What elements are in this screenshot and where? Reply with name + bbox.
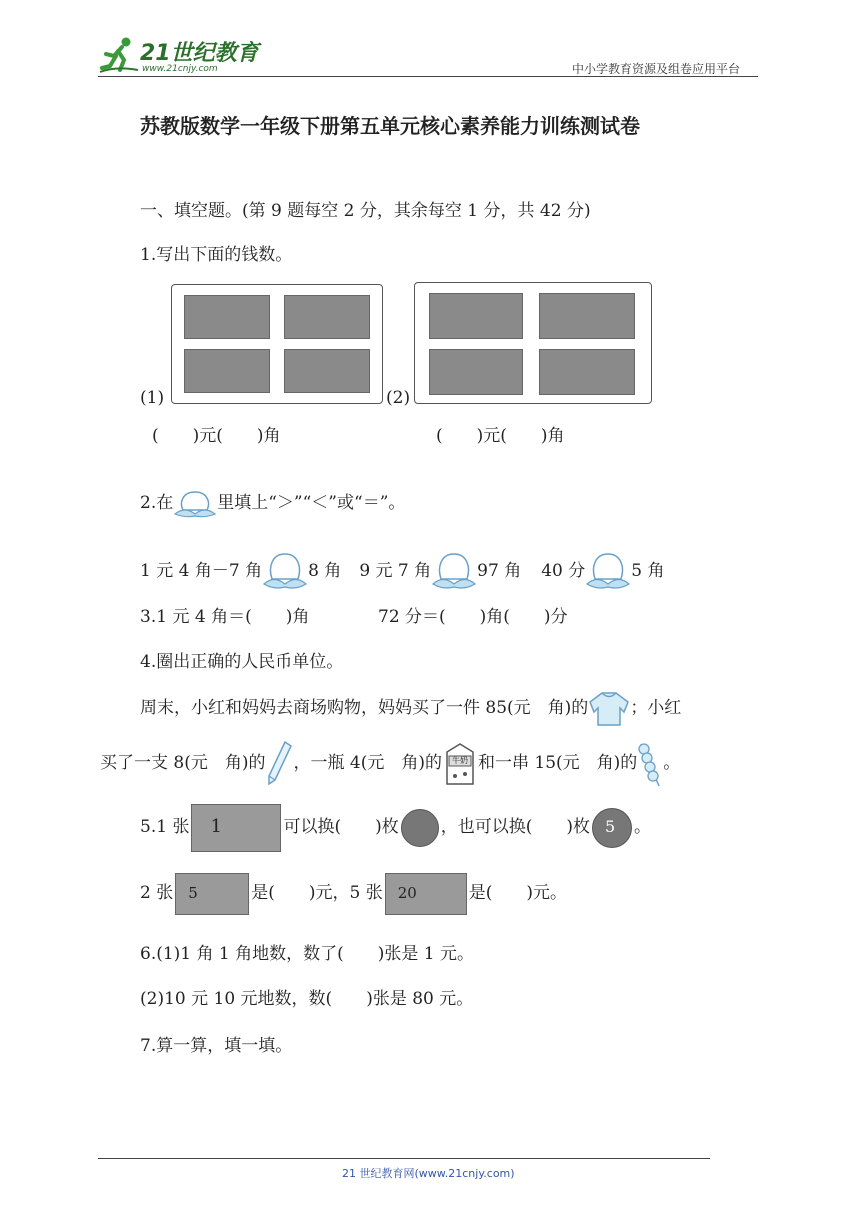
q4-line1-a: 周末，小红和妈妈去商场购物，妈妈买了一件 85(元 角)的 (140, 698, 589, 718)
candied-haws-skewer-icon (637, 740, 663, 788)
compare-3-left: 40 分 (541, 561, 586, 581)
logo-url: www.21cnjy.com (142, 64, 218, 74)
section-heading: 一、填空题。(第 9 题每空 2 分，其余每空 1 分，共 42 分) (140, 201, 591, 221)
peach-icon[interactable] (262, 551, 308, 593)
header-divider (98, 76, 758, 77)
runner-logo-icon (96, 36, 140, 74)
q5-l1-b: 可以换( )枚 (283, 817, 399, 837)
q3-part-1: 3.1 元 4 角＝( )角 (140, 607, 310, 627)
q1-answer-1: ( )元( )角 (152, 426, 281, 446)
banknote-1-yuan-icon (191, 804, 281, 852)
q5-line-1 (140, 802, 651, 852)
q5-l2-a: 2 张 (140, 883, 174, 903)
coin-1-jiao-icon (401, 809, 439, 847)
banknote-1-jiao (284, 349, 370, 393)
logo-text: 21世纪教育 (140, 41, 259, 66)
q5-l1-a: 5.1 张 (140, 817, 190, 837)
q5-l2-c: 是( )元。 (468, 883, 567, 903)
banknote-5-jiao (539, 293, 635, 339)
coin-value-5: 5 (604, 816, 616, 836)
compare-2-left: 9 元 7 角 (359, 561, 432, 581)
q2-text-b: 里填上“＞”“＜”或“＝”。 (217, 493, 406, 513)
q4-line-2 (100, 738, 680, 788)
money-box-1 (171, 284, 383, 404)
q4-line-1 (140, 686, 681, 730)
banknote-5-jiao (184, 295, 270, 339)
q2-comparisons (140, 550, 664, 592)
q2-text-a: 2.在 (140, 493, 174, 513)
banknote-5-yuan-icon (175, 873, 249, 915)
q5-line-2 (140, 870, 567, 916)
footer-text[interactable]: 21 世纪教育网(www.21cnjy.com) (342, 1167, 515, 1180)
page-title: 苏教版数学一年级下册第五单元核心素养能力训练测试卷 (140, 114, 640, 138)
q6-part-2: (2)10 元 10 元地数，数( )张是 80 元。 (140, 989, 474, 1009)
q4-line2-a: 买了一支 8(元 角)的 (100, 753, 266, 773)
q4-line2-d: 。 (663, 753, 681, 773)
pencil-icon (265, 740, 293, 788)
q1-answer-2: ( )元( )角 (436, 426, 565, 446)
footer-divider (98, 1158, 710, 1159)
peach-icon[interactable] (431, 551, 477, 593)
banknote-1-yuan (429, 293, 523, 339)
banknote-1-jiao (539, 349, 635, 395)
q1-label-2: (2) (386, 388, 411, 408)
money-box-2 (414, 282, 652, 404)
q3-part-2: 72 分＝( )角( )分 (378, 607, 568, 627)
q7-text: 7.算一算，填一填。 (140, 1036, 293, 1056)
peach-icon[interactable] (585, 551, 631, 593)
milk-carton-icon (443, 742, 477, 786)
q2-instruction (140, 486, 405, 520)
q4-text: 4.圈出正确的人民币单位。 (140, 652, 344, 672)
q5-l1-d: 。 (633, 817, 651, 837)
banknote-5-jiao (284, 295, 370, 339)
banknote-1-jiao (429, 349, 523, 395)
note-value-20: 20 (397, 883, 417, 902)
logo (96, 36, 266, 76)
q4-line1-b: ；小红 (630, 698, 682, 718)
note-value-1: 1 (210, 815, 222, 837)
banknote-20-yuan-icon (385, 873, 467, 915)
q4-line2-b: ，一瓶 4(元 角)的 (293, 753, 442, 773)
q5-l2-b: 是( )元，5 张 (251, 883, 383, 903)
compare-1-right: 8 角 (308, 561, 342, 581)
banknote-1-jiao (184, 349, 270, 393)
q1-text: 1.写出下面的钱数。 (140, 245, 293, 265)
compare-2-right: 97 角 (477, 561, 522, 581)
milk-label: 牛奶 (451, 755, 468, 765)
header-right-text: 中小学教育资源及组卷应用平台 (572, 62, 741, 76)
compare-1-left: 1 元 4 角－7 角 (140, 561, 263, 581)
note-value-5: 5 (188, 883, 198, 902)
q1-label-1: (1) (140, 388, 165, 408)
coin-5-jiao-icon (592, 808, 632, 848)
q4-line2-c: 和一串 15(元 角)的 (477, 753, 638, 773)
q6-part-1: 6.(1)1 角 1 角地数，数了( )张是 1 元。 (140, 944, 475, 964)
sweater-icon (588, 690, 630, 728)
q5-l1-c: ，也可以换( )枚 (440, 817, 590, 837)
peach-icon (173, 488, 217, 520)
compare-3-right: 5 角 (631, 561, 665, 581)
